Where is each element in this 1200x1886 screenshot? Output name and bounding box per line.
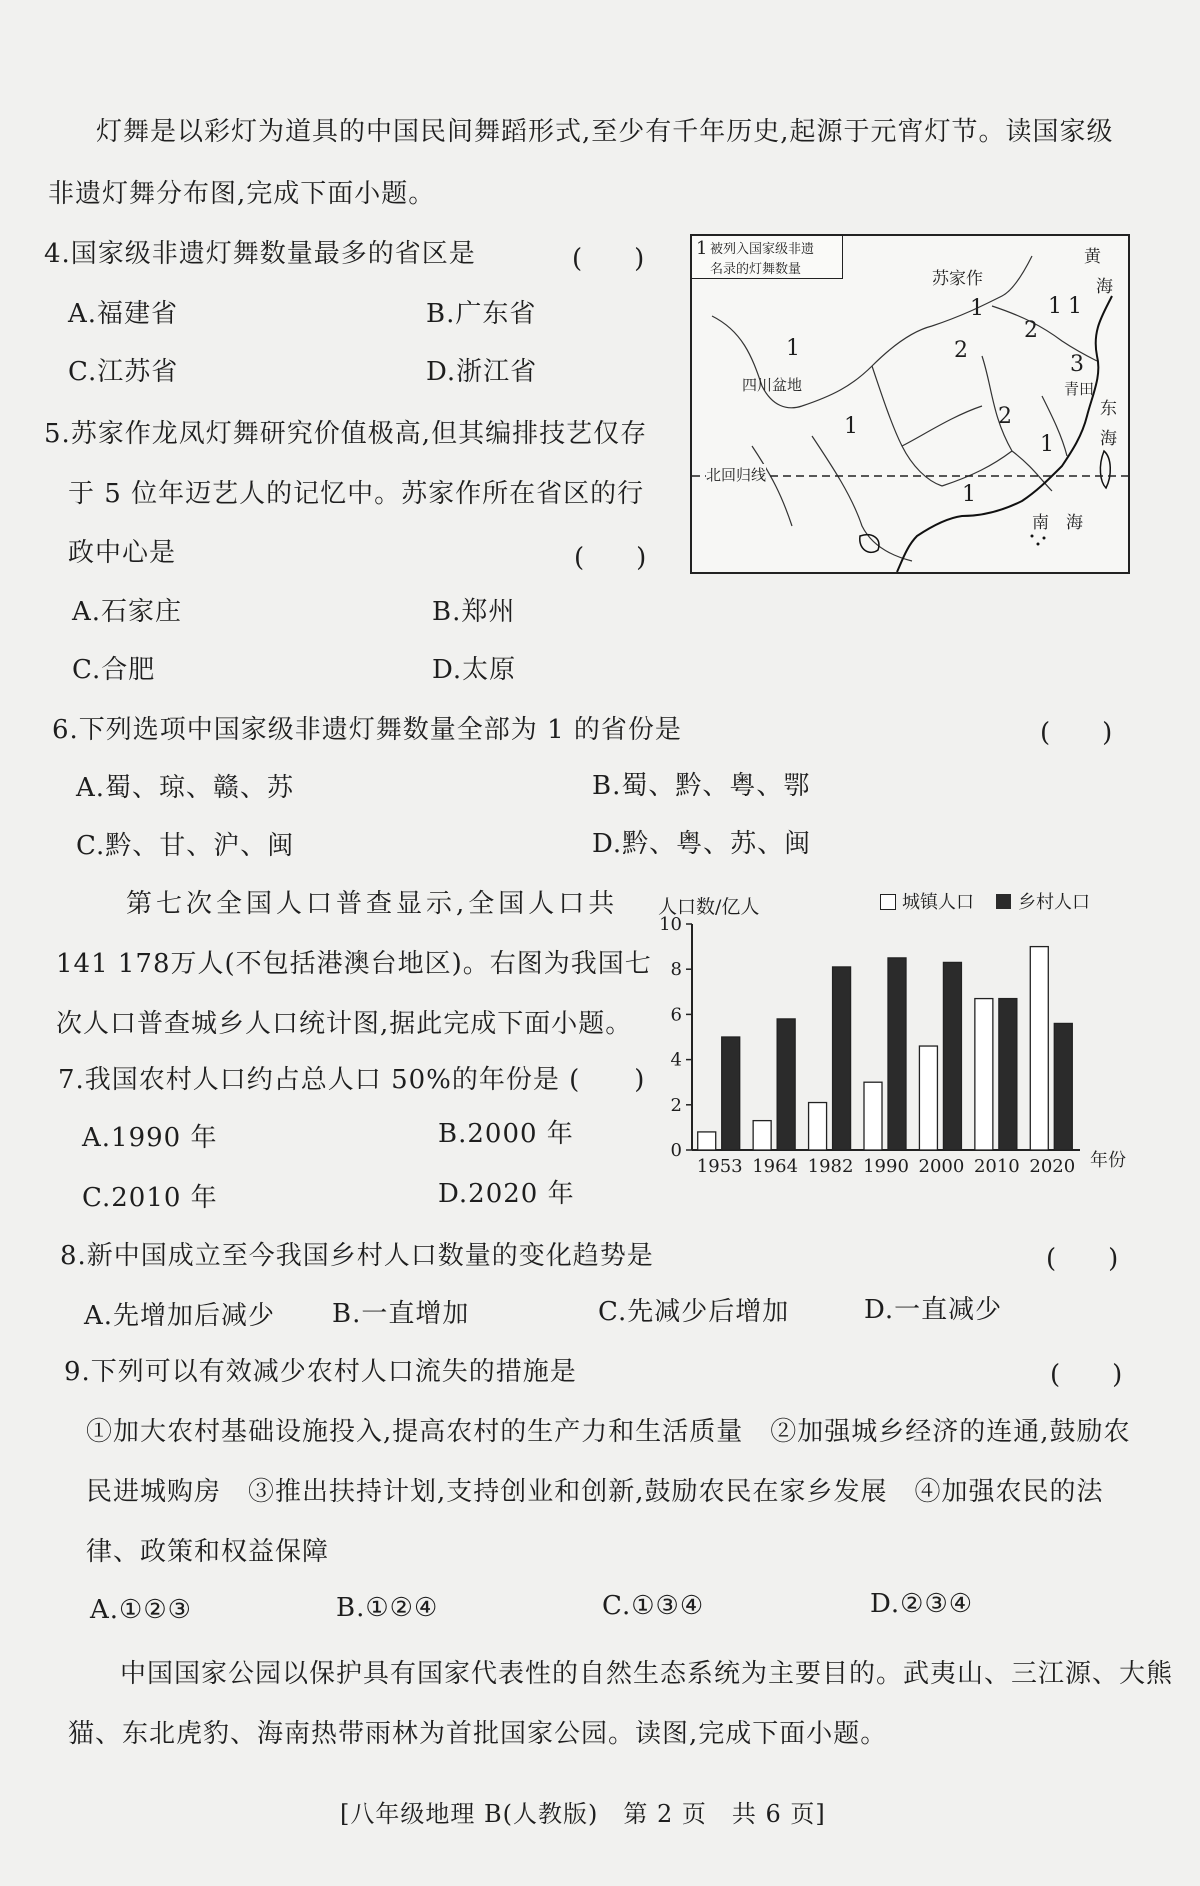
q9-option-a: A.①②③ xyxy=(90,1595,192,1625)
x-tick-label: 1990 xyxy=(863,1156,909,1177)
legend-line2: 名录的灯舞数量 xyxy=(710,262,802,277)
sea-east-1: 东 xyxy=(1100,399,1117,419)
q6-option-d: D.黔、粤、苏、闽 xyxy=(592,829,812,859)
map-count: 1 xyxy=(970,296,984,321)
urban-population-bar xyxy=(753,1121,771,1150)
y-tick-label: 2 xyxy=(670,1094,682,1116)
q9-statement-line1: ①加大农村基础设施投入,提高农村的生产力和生活质量 ②加强城乡经济的连通,鼓励农 xyxy=(86,1417,1131,1447)
map-count: 1 xyxy=(1040,432,1054,457)
x-tick-label: 1953 xyxy=(696,1156,743,1177)
q7-option-d: D.2020 年 xyxy=(438,1179,575,1209)
y-tick-label: 4 xyxy=(670,1049,682,1071)
province-boundary xyxy=(982,356,1052,491)
urban-population-bar xyxy=(809,1103,827,1150)
urban-population-bar xyxy=(1030,947,1048,1150)
y-tick-label: 10 xyxy=(659,914,682,935)
q8-option-a: A.先增加后减少 xyxy=(84,1301,276,1331)
q8-option-c: C.先减少后增加 xyxy=(598,1297,790,1327)
legend-number: 1 xyxy=(696,238,708,259)
population-chart xyxy=(650,880,1140,1180)
y-tick-label: 0 xyxy=(670,1140,682,1161)
rural-population-bar xyxy=(1054,1023,1072,1150)
place-sujiazuo: 苏家作 xyxy=(932,269,983,289)
q9-answer-paren: ( ) xyxy=(1050,1360,1123,1390)
chart-xlabel: 年份 xyxy=(1090,1150,1126,1171)
intro2-line1: 第七次全国人口普查显示,全国人口共 xyxy=(126,889,619,919)
q9-stem: 9.下列可以有效减少农村人口流失的措施是 xyxy=(64,1357,577,1387)
tropic-label: 北回归线 xyxy=(706,466,767,484)
province-boundary xyxy=(812,436,912,561)
rural-population-bar xyxy=(777,1019,795,1150)
rural-population-bar xyxy=(943,962,961,1150)
map-count: 1 xyxy=(844,414,858,439)
x-tick-label: 1964 xyxy=(752,1156,799,1177)
map-count: 2 xyxy=(998,404,1012,429)
province-boundary xyxy=(752,446,792,526)
place-sichuan-basin: 四川盆地 xyxy=(742,376,803,394)
q5-option-b: B.郑州 xyxy=(432,597,516,627)
map-legend xyxy=(692,236,843,279)
x-tick-label: 2000 xyxy=(918,1156,965,1177)
q6-answer-paren: ( ) xyxy=(1040,718,1113,748)
sea-yellow-1: 黄 xyxy=(1084,247,1101,267)
map-count: 3 xyxy=(1070,352,1084,377)
intro1-line2: 非遗灯舞分布图,完成下面小题。 xyxy=(48,179,436,209)
q8-answer-paren: ( ) xyxy=(1046,1244,1119,1274)
map-count: 1 xyxy=(962,482,976,507)
map-count: 1 xyxy=(786,336,800,361)
urban-population-bar xyxy=(975,999,993,1150)
province-boundary xyxy=(902,406,982,446)
chart-plot xyxy=(650,880,1140,1180)
q4-answer-paren: ( ) xyxy=(572,244,645,274)
map-count: 2 xyxy=(954,338,968,363)
q7-option-b: B.2000 年 xyxy=(438,1119,574,1149)
urban-population-bar xyxy=(698,1132,716,1150)
q6-stem: 6.下列选项中国家级非遗灯舞数量全部为 1 的省份是 xyxy=(52,715,682,745)
q4-option-c: C.江苏省 xyxy=(68,357,179,387)
q7-option-a: A.1990 年 xyxy=(82,1123,218,1153)
q7-stem: 7.我国农村人口约占总人口 50%的年份是 ( ) xyxy=(58,1065,646,1095)
x-tick-label: 2010 xyxy=(973,1156,1020,1177)
province-boundary xyxy=(802,326,932,406)
q9-option-c: C.①③④ xyxy=(602,1591,705,1621)
map-count: 2 xyxy=(1024,318,1038,343)
intro2-line3: 次人口普查城乡人口统计图,据此完成下面小题。 xyxy=(56,1009,633,1039)
intro3-line2: 猫、东北虎豹、海南热带雨林为首批国家公园。读图,完成下面小题。 xyxy=(68,1719,888,1749)
rural-population-bar xyxy=(722,1037,740,1150)
place-qingtian: 青田 xyxy=(1064,380,1095,398)
lantern-dance-distribution-map xyxy=(690,234,1130,574)
sea-south: 南 海 xyxy=(1032,513,1083,533)
q4-option-a: A.福建省 xyxy=(68,299,179,329)
q9-statement-line3: 律、政策和权益保障 xyxy=(86,1537,330,1567)
q5-line1: 5.苏家作龙凤灯舞研究价值极高,但其编排技艺仅存 xyxy=(44,419,648,449)
q6-option-c: C.黔、甘、沪、闽 xyxy=(76,831,295,861)
map-count: 1 xyxy=(1048,294,1062,319)
taiwan-island xyxy=(1100,451,1110,488)
q9-statement-line2: 民进城购房 ③推出扶持计划,支持创业和创新,鼓励农民在家乡发展 ④加强农民的法 xyxy=(86,1477,1104,1507)
y-tick-label: 6 xyxy=(670,1004,682,1026)
rural-population-bar xyxy=(888,958,906,1150)
y-tick-label: 8 xyxy=(670,959,682,981)
q8-option-b: B.一直增加 xyxy=(332,1299,470,1329)
q5-option-d: D.太原 xyxy=(432,655,517,685)
q5-option-c: C.合肥 xyxy=(72,655,156,685)
x-tick-label: 1982 xyxy=(807,1156,854,1177)
q8-stem: 8.新中国成立至今我国乡村人口数量的变化趋势是 xyxy=(60,1241,654,1271)
q4-option-d: D.浙江省 xyxy=(426,357,538,387)
q4-stem: 4.国家级非遗灯舞数量最多的省区是 xyxy=(44,239,476,269)
q9-option-d: D.②③④ xyxy=(870,1589,974,1619)
legend-urban-label: 城镇人口 xyxy=(902,892,974,913)
legend-rural-label: 乡村人口 xyxy=(1018,892,1090,913)
rural-population-bar xyxy=(999,999,1017,1150)
x-tick-label: 2020 xyxy=(1029,1156,1076,1177)
q6-option-b: B.蜀、黔、粤、鄂 xyxy=(592,771,811,801)
q4-option-b: B.广东省 xyxy=(426,299,537,329)
intro2-line2: 141 178万人(不包括港澳台地区)。右图为我国七 xyxy=(56,949,652,979)
rural-population-bar xyxy=(833,967,851,1150)
q7-option-c: C.2010 年 xyxy=(82,1183,218,1213)
province-boundary xyxy=(872,366,942,486)
q5-line3: 政中心是 xyxy=(68,538,177,568)
urban-population-bar xyxy=(919,1046,937,1150)
page-footer: [八年级地理 B(人教版) 第 2 页 共 6 页] xyxy=(340,1800,826,1828)
map-count: 1 xyxy=(1068,294,1082,319)
province-boundary xyxy=(942,451,1012,486)
intro3-line1: 中国国家公园以保护具有国家代表性的自然生态系统为主要目的。武夷山、三江源、大熊 xyxy=(120,1659,1174,1689)
sea-yellow-2: 海 xyxy=(1096,277,1113,297)
q9-option-b: B.①②④ xyxy=(336,1593,439,1623)
urban-population-bar xyxy=(864,1082,882,1150)
intro1-line1: 灯舞是以彩灯为道具的中国民间舞蹈形式,至少有千年历史,起源于元宵灯节。读国家级 xyxy=(96,117,1114,147)
legend-line1: 被列入国家级非遗 xyxy=(710,242,815,257)
q5-answer-paren: ( ) xyxy=(574,543,647,573)
q6-option-a: A.蜀、琼、赣、苏 xyxy=(76,773,295,803)
q8-option-d: D.一直减少 xyxy=(864,1295,1003,1325)
sea-east-2: 海 xyxy=(1100,429,1117,449)
q5-line2: 于 5 位年迈艺人的记忆中。苏家作所在省区的行 xyxy=(68,479,645,509)
chart-ylabel: 人口数/亿人 xyxy=(658,896,760,918)
q5-option-a: A.石家庄 xyxy=(72,597,183,627)
